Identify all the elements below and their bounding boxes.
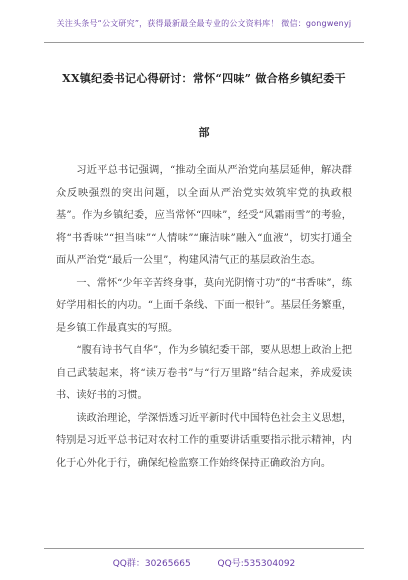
qq-group: QQ群：30265665: [112, 559, 191, 569]
paragraph-theory: 读政治理论，学深悟透习近平新时代中国特色社会主义思想，特别是习近平总书记对农村工作的重要讲话重要指示批示精神，内化于心外化于行，确保纪检监察工作始终保持正确政治方向。: [56, 412, 352, 469]
qq-number: QQ号:535304092: [217, 559, 296, 569]
header-notice: 关注头条号“公文研究”，获得最新最全最专业的公文资料库！ 微信：gongwenyj: [56, 19, 352, 28]
document-body: [56, 160, 352, 475]
document-title-continued: 部: [198, 126, 210, 139]
header-divider: [44, 42, 364, 43]
document-title: XX镇纪委书记心得研讨：常怀“四味” 做合格乡镇纪委干: [62, 72, 346, 85]
paragraph-intro: 习近平总书记强调，“推动全面从严治党向基层延伸，解决群众反映强烈的突出问题，以全面从严治党实效筑牢党的执政根基”。作为乡镇纪委，应当常怀“四味”，经受“风霜雨雪”的考验，将“书香味”“担当味”“人情味”“廉洁味”融入“血液”，切实打通全面从严治党“最后一公里”，构建风清气正的基层政治生态。: [56, 165, 352, 266]
paragraph-section-1: 一、常怀“少年辛苦终身事，莫向光阴惰寸功”的“书香味”，练好学用相长的内功。“上面千条线、下面一根针”。基层任务繁重，是乡镇工作最真实的写照。: [56, 277, 352, 334]
paragraph-reading: “腹有诗书气自华”，作为乡镇纪委干部，要从思想上政治上把自己武装起来，将“读万卷书”与“行万里路”结合起来，养成爱读书、读好书的习惯。: [56, 345, 352, 401]
footer-contacts: [0, 556, 408, 569]
footer-divider: [44, 548, 364, 549]
